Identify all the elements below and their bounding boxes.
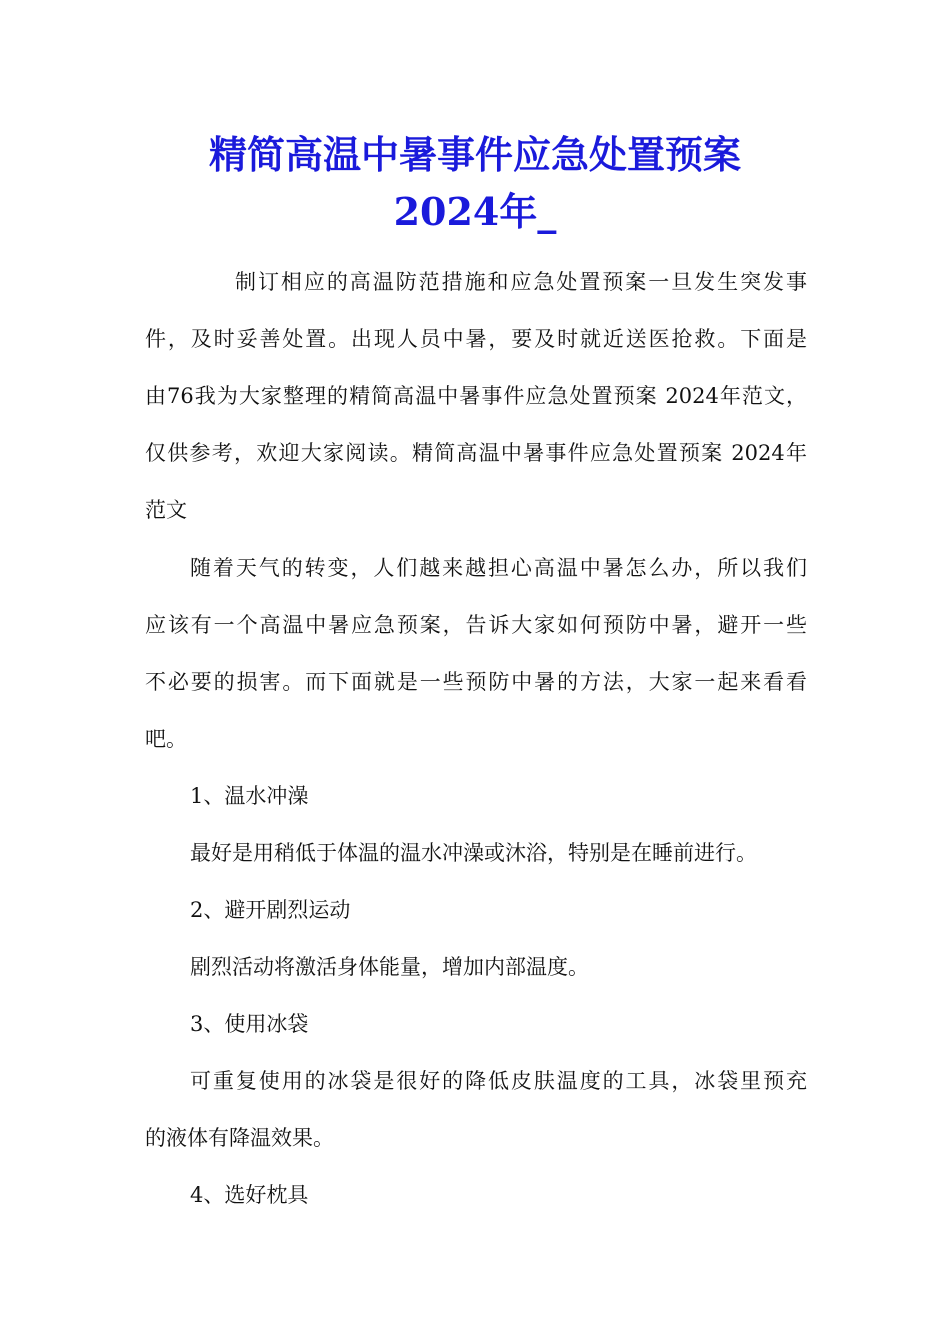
section-heading: 1、温水冲澡 (190, 784, 309, 808)
title-line-2: 2024年_ (393, 189, 557, 234)
paragraph-line: 不必要的损害。而下面就是一些预防中暑的方法，大家一起来看看 (145, 670, 807, 694)
title-line-1: 精简高温中暑事件应急处置预案 (208, 132, 741, 177)
paragraph-line: 由76我为大家整理的精简高温中暑事件应急处置预案 2024年范文， (145, 384, 807, 408)
paragraph-line: 可重复使用的冰袋是很好的降低皮肤温度的工具，冰袋里预充 (190, 1069, 807, 1093)
paragraph-line: 制订相应的高温防范措施和应急处置预案一旦发生突发事 (235, 270, 807, 294)
section-heading: 3、使用冰袋 (190, 1012, 309, 1036)
section-heading: 2、避开剧烈运动 (190, 898, 351, 922)
paragraph-line: 仅供参考，欢迎大家阅读。精简高温中暑事件应急处置预案 2024年 (145, 441, 807, 465)
paragraph-line: 范文 (145, 498, 187, 522)
section-heading: 4、选好枕具 (190, 1183, 309, 1207)
paragraph-line: 剧烈活动将激活身体能量，增加内部温度。 (190, 955, 589, 979)
paragraph-line: 应该有一个高温中暑应急预案，告诉大家如何预防中暑，避开一些 (145, 613, 807, 637)
paragraph-line: 的液体有降温效果。 (145, 1126, 334, 1150)
paragraph-line: 件，及时妥善处置。出现人员中暑，要及时就近送医抢救。下面是 (145, 327, 807, 351)
paragraph-line: 吧。 (145, 727, 187, 751)
paragraph-line: 随着天气的转变，人们越来越担心高温中暑怎么办，所以我们 (190, 556, 807, 580)
paragraph-line: 最好是用稍低于体温的温水冲澡或沐浴，特别是在睡前进行。 (190, 841, 757, 865)
